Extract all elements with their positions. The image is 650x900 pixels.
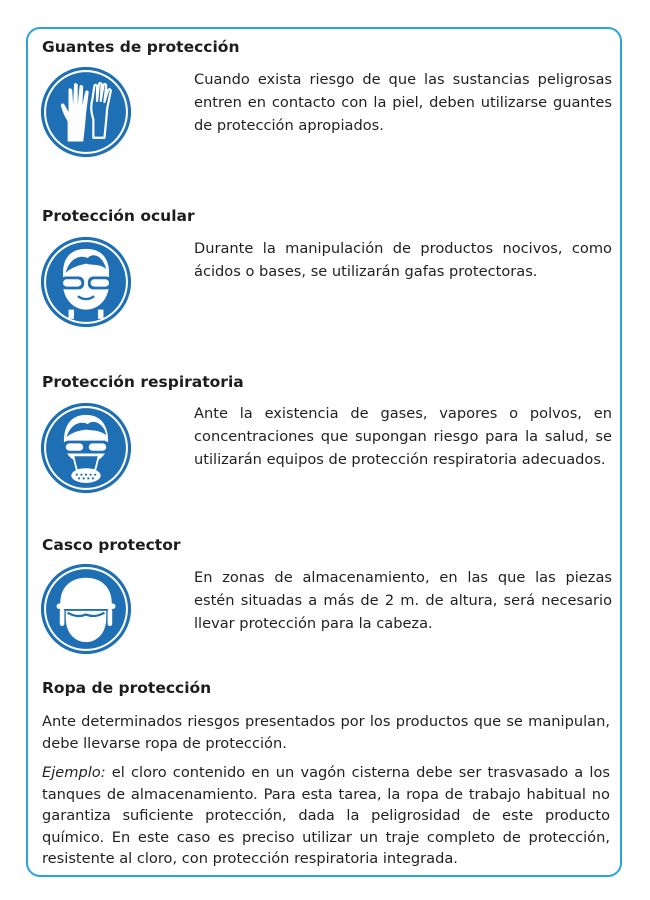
gloves-heading: Guantes de protección bbox=[42, 38, 240, 56]
protective-clothing-example bbox=[42, 762, 610, 870]
gloves-description: Cuando exista riesgo de que las sustancias peligrosas entren en contacto con la piel, deben utilizarse guantes de protección apropiados. bbox=[194, 71, 612, 134]
safety-helmet-icon bbox=[40, 563, 132, 655]
protective-clothing-text: Ante determinados riesgos presentados por los productos que se manipulan, debe llevarse ropa de protección. bbox=[42, 713, 610, 752]
protective-gloves-icon bbox=[40, 66, 132, 158]
helmet-description: En zonas de almacenamiento, en las que las piezas estén situadas a más de 2 m. de altura, será necesario llevar protección para la cabeza. bbox=[194, 569, 612, 632]
respiratory-mask-icon bbox=[40, 402, 132, 494]
helmet-heading: Casco protector bbox=[42, 536, 181, 554]
respiratory-protection-heading: Protección respiratoria bbox=[42, 373, 244, 391]
eye-protection-description: Durante la manipulación de productos nocivos, como ácidos o bases, se utilizarán gafas protectoras. bbox=[194, 240, 612, 280]
example-label: Ejemplo: bbox=[42, 764, 106, 781]
eye-protection-icon bbox=[40, 236, 132, 328]
protective-clothing-heading: Ropa de protección bbox=[42, 679, 212, 697]
respiratory-protection-description: Ante la existencia de gases, vapores o polvos, en concentraciones que supongan riesgo para la salud, se utilizarán equipos de protección respiratoria adecuados. bbox=[194, 405, 612, 468]
eye-protection-heading: Protección ocular bbox=[42, 207, 195, 225]
example-text: el cloro contenido en un vagón cisterna debe ser trasvasado a los tanques de almacenamiento. Para esta tarea, la ropa de trabajo habitual no garantiza suficiente protección, dada la peligrosidad de este producto químico. En este caso es preciso utilizar un traje completo de protección, resistente al cloro, con protección respiratoria integrada. bbox=[42, 764, 610, 867]
